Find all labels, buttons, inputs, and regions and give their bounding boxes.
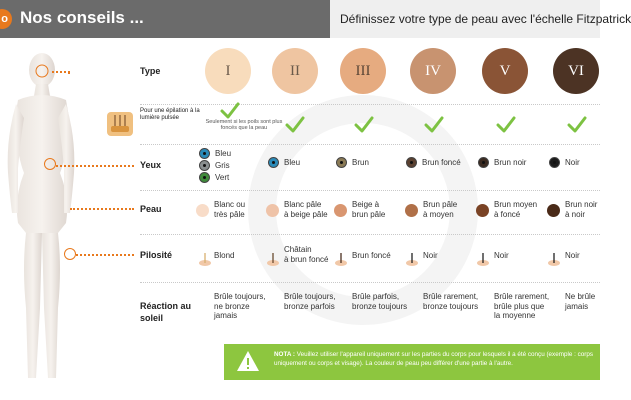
note-text: NOTA : Veuillez utiliser l'appareil uniquement sur les parties du corps pour lesquels il a été conçu (exemple : corps uniquement ou corps et visage). La couleur de peau peu différer d'une partie à l'autre.	[274, 351, 593, 367]
epilation-icon	[107, 112, 133, 136]
header	[0, 0, 631, 38]
checkmark-icon	[424, 116, 444, 134]
eye-label: Noir	[565, 158, 580, 167]
eye-color-icon	[199, 160, 210, 171]
skin-label: Brun noir à noir	[565, 200, 598, 219]
skin-label: Brun moyen à foncé	[494, 200, 538, 219]
skin-label: Blanc pâle à beige pâle	[284, 200, 328, 219]
hair-label: Châtain à brun foncé	[284, 245, 329, 264]
sun-reaction-text: Brûle toujours, bronze parfois	[284, 292, 336, 311]
hair-follicle-icon	[266, 252, 280, 266]
row-separator	[140, 234, 600, 235]
checkmark-icon	[496, 116, 516, 134]
note-box	[224, 344, 600, 380]
hair-follicle-icon	[334, 252, 348, 266]
row-separator	[140, 190, 600, 191]
header-title-bar	[0, 0, 340, 38]
mannequin-illustration	[0, 48, 120, 388]
skin-swatch	[196, 204, 209, 217]
row-label-epilation: Pour une épilation à la lumière pulsée	[140, 108, 200, 121]
eye-color-icon	[268, 157, 279, 168]
body-marker	[64, 248, 76, 260]
hair-label: Brun foncé	[352, 251, 391, 260]
eye-label: Gris	[215, 161, 230, 170]
hair-label: Noir	[423, 251, 438, 260]
sun-reaction-text: Brûle parfois, bronze toujours	[352, 292, 408, 311]
eye-color-icon	[478, 157, 489, 168]
body-marker	[44, 158, 56, 170]
warning-icon	[236, 350, 260, 372]
skin-swatch	[334, 204, 347, 217]
eye-label: Brun foncé	[422, 158, 461, 167]
eye-label: Bleu	[215, 149, 232, 158]
skin-swatch	[266, 204, 279, 217]
sun-reaction-text: Brûle toujours, ne bronze jamais	[214, 292, 266, 321]
brand-logo-icon: o	[0, 9, 12, 29]
eye-label: Brun noir	[494, 158, 527, 167]
skin-swatch	[476, 204, 489, 217]
epilation-note: Seulement si les poils sont plus foncés que la peau	[205, 119, 283, 132]
skin-label: Blanc ou très pâle	[214, 200, 246, 219]
skin-type-circle: II	[272, 48, 318, 94]
eye-label: Bleu	[284, 158, 301, 167]
hair-label: Noir	[565, 251, 580, 260]
hair-label: Blond	[214, 251, 235, 260]
header-subtitle: Définissez votre type de peau avec l'échelle Fitzpatrick	[340, 12, 631, 26]
eye-color-icon	[406, 157, 417, 168]
row-label-reaction: Réaction au soleil	[140, 301, 192, 323]
sun-reaction-text: Brûle rarement, brûle plus que la moyenne	[494, 292, 550, 321]
checkmark-icon	[354, 116, 374, 134]
row-label-type: Type	[140, 66, 161, 76]
row-separator	[140, 104, 600, 105]
checkmark-icon	[285, 116, 305, 134]
sun-reaction-text: Brûle rarement, bronze toujours	[423, 292, 479, 311]
skin-type-circle: V	[482, 48, 528, 94]
row-separator	[140, 282, 600, 283]
hair-follicle-icon	[198, 252, 212, 266]
skin-type-circle: III	[340, 48, 386, 94]
eye-label: Brun	[352, 158, 369, 167]
checkmark-icon	[567, 116, 587, 134]
row-label-peau: Peau	[140, 204, 162, 214]
skin-swatch	[405, 204, 418, 217]
sun-reaction-text: Ne brûle jamais	[565, 292, 596, 311]
eye-color-icon	[336, 157, 347, 168]
hair-follicle-icon	[476, 252, 490, 266]
connector-line	[56, 165, 134, 167]
checkmark-icon	[220, 102, 240, 120]
skin-type-circle: I	[205, 48, 251, 94]
skin-type-circle: IV	[410, 48, 456, 94]
connector-line	[76, 254, 134, 256]
skin-type-circle: VI	[553, 48, 599, 94]
eye-label: Vert	[215, 173, 230, 182]
header-title: Nos conseils ...	[20, 8, 144, 27]
hair-label: Noir	[494, 251, 509, 260]
row-separator	[140, 144, 600, 145]
connector-line	[68, 72, 70, 74]
eye-color-icon	[549, 157, 560, 168]
skin-swatch	[547, 204, 560, 217]
eye-color-icon	[199, 148, 210, 159]
hair-follicle-icon	[547, 252, 561, 266]
row-label-yeux: Yeux	[140, 160, 162, 170]
connector-line	[70, 208, 134, 210]
hair-follicle-icon	[405, 252, 419, 266]
skin-label: Brun pâle à moyen	[423, 200, 458, 219]
row-label-pilosite: Pilosité	[140, 250, 173, 260]
eye-color-icon	[199, 172, 210, 183]
skin-label: Beige à brun pâle	[352, 200, 386, 219]
